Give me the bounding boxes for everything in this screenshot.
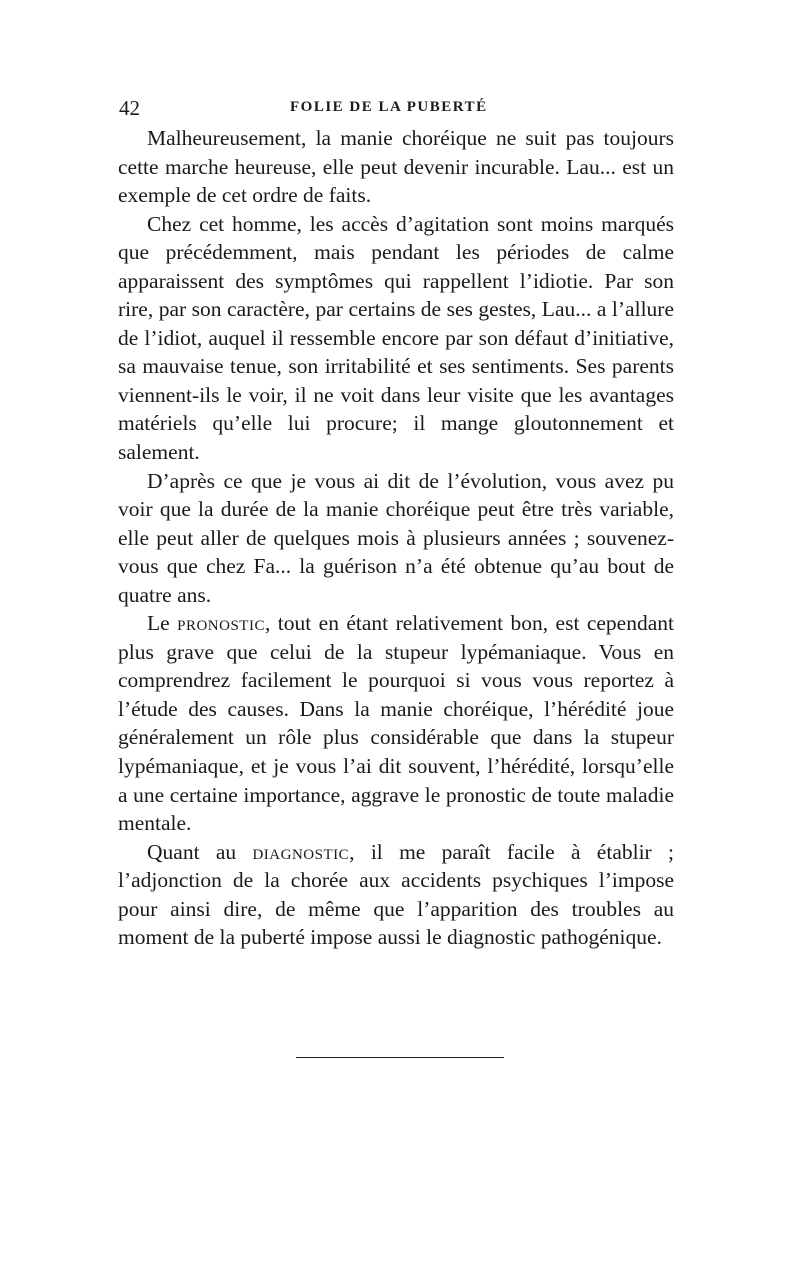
paragraph-2: Chez cet homme, les accès d’agitation sont moins marqués que précédemment, mais pendant les périodes de calme apparaissent des symptômes qui rappellent l’idiotie. Par son rire, par son caractère, par certains de ses gestes, Lau... a l’allure de l’idiot, auquel il ressemble encore par son défaut d’initiative, sa mauvaise tenue, son irritabilité et ses sentiments. Ses parents viennent-ils le voir, il ne voit dans leur visite que les avantages matériels qu’elle lui procure; il mange gloutonnement et salement. <box>118 211 674 465</box>
running-head: FOLIE DE LA PUBERTÉ <box>290 99 488 115</box>
paragraph-4 <box>118 609 674 837</box>
section-divider <box>296 1057 504 1058</box>
paragraph-5-lead: Quant au <box>147 839 253 864</box>
paragraph-5 <box>118 838 674 952</box>
paragraph-3: D’après ce que je vous ai dit de l’évolution, vous avez pu voir que la durée de la manie choréique peut être très variable, elle peut aller de quelques mois à plusieurs années ; souvenez-vous que chez Fa... la guérison n’a été obtenue qu’au bout de quatre ans. <box>118 468 674 607</box>
diagnostic-term: diagnostic <box>252 839 350 864</box>
page-number: 42 <box>119 96 140 120</box>
paragraph-5-rest: , il me paraît facile à établir ; l’adjonction de la chorée aux accidents psychiques l’impose pour ainsi dire, de même que l’apparition des troubles au moment de la puberté impose aussi le diagnostic pathogénique. <box>118 839 674 950</box>
paragraph-4-lead: Le <box>147 611 178 636</box>
pronostic-term: pronostic <box>177 611 265 636</box>
paragraph-4-rest: , tout en étant relativement bon, est cependant plus grave que celui de la stupeur lypémaniaque. Vous en comprendrez facilement le pourquoi si vous vous reportez à l’étude des causes. Dans la manie choréique, l’hérédité joue généralement un rôle plus considérable que dans la stupeur lypémaniaque, et je vous l’ai dit souvent, l’hérédité, lorsqu’elle a une certaine importance, aggrave le pronostic de toute maladie mentale. <box>118 611 674 836</box>
body-text <box>118 124 674 952</box>
paragraph-1: Malheureusement, la manie choréique ne suit pas toujours cette marche heureuse, elle peut devenir incurable. Lau... est un exemple de cet ordre de faits. <box>118 126 674 208</box>
